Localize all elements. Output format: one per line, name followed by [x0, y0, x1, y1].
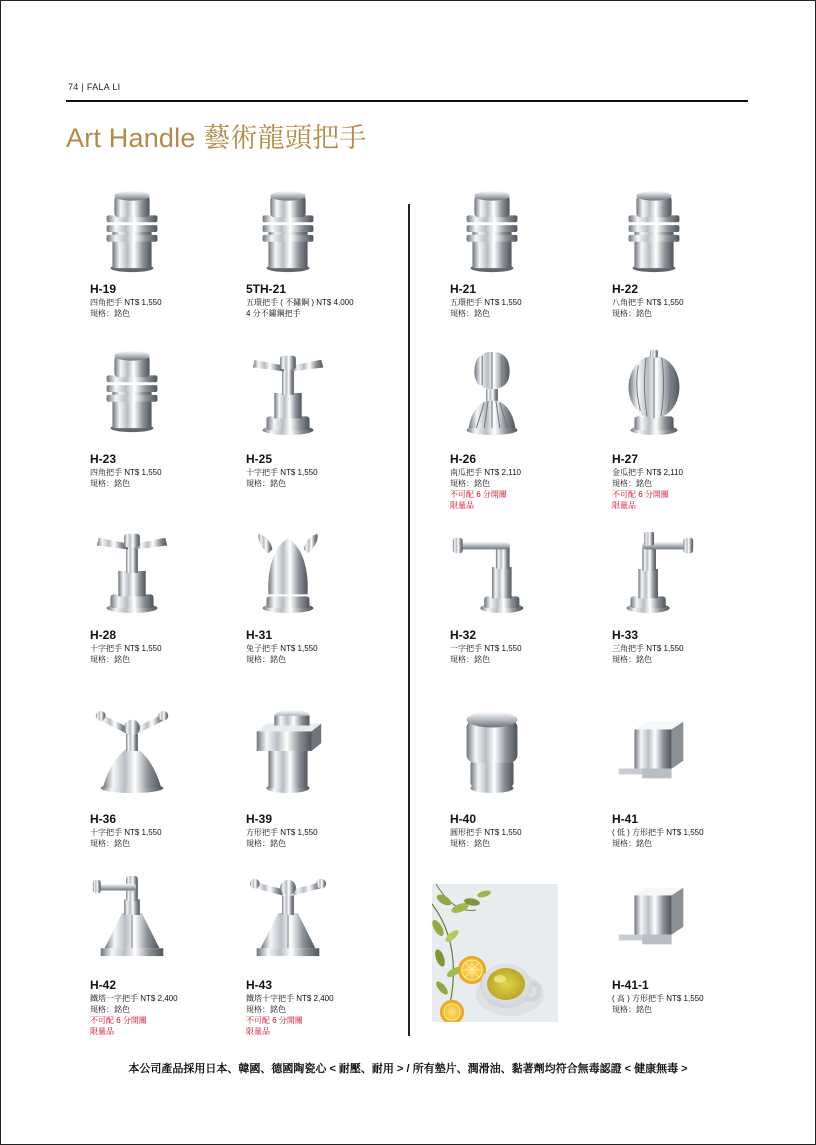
- product-code: H-22: [612, 282, 639, 296]
- product-name-price: 鐵塔一字把手 NT$ 2,400: [90, 994, 178, 1003]
- product-name-price: ( 低 ) 方形把手 NT$ 1,550: [612, 828, 704, 837]
- product-code: H-27: [612, 452, 639, 466]
- tee-handle-icon: [614, 524, 694, 614]
- product-spec: 規格：銘色: [612, 1005, 652, 1014]
- product-spec: 規格：銘色: [450, 839, 490, 848]
- product-warning: 不可配 6 分開關: [246, 1016, 303, 1025]
- lemon-tea-photo: [432, 884, 558, 1022]
- product-name-price: 兔子把手 NT$ 1,550: [246, 644, 318, 653]
- product-spec: 規格：銘色: [246, 655, 286, 664]
- product-code: H-39: [246, 812, 273, 826]
- product-code: H-21: [450, 282, 477, 296]
- product-code: H-25: [246, 452, 273, 466]
- product-spec: 規格：銘色: [90, 1005, 130, 1014]
- product-spec: 規格：銘色: [90, 309, 130, 318]
- product-code: H-41-1: [612, 978, 649, 992]
- product-name-price: 方形把手 NT$ 1,550: [246, 828, 318, 837]
- product-name-price: 十字把手 NT$ 1,550: [246, 468, 318, 477]
- product-code: H-40: [450, 812, 477, 826]
- product-spec: 規格：銘色: [612, 309, 652, 318]
- cross-bell-handle-icon: [92, 704, 172, 794]
- product-warning: 限量品: [612, 501, 636, 510]
- product-name-price: 三角把手 NT$ 1,550: [612, 644, 684, 653]
- tower-cross-handle-icon: [248, 870, 328, 960]
- product-warning: 限量品: [90, 1027, 114, 1036]
- product-name-price: 十字把手 NT$ 1,550: [90, 644, 162, 653]
- product-name-price: 四角把手 NT$ 1,550: [90, 298, 162, 307]
- product-name-price: 圓形把手 NT$ 1,550: [450, 828, 522, 837]
- product-spec: 4 分不鏽鋼把手: [246, 309, 301, 318]
- product-spec: 規格：銘色: [450, 309, 490, 318]
- product-warning: 不可配 6 分開關: [450, 490, 507, 499]
- round-handle-icon: [452, 704, 532, 794]
- footer-note: 本公司產品採用日本、韓國、德國陶瓷心 < 耐壓、耐用 > / 所有墊片、潤滑油、黏著劑均符合無毒認證 < 健康無毒 >: [128, 1063, 688, 1075]
- product-code: H-41: [612, 812, 639, 826]
- product-code: 5TH-21: [246, 282, 287, 296]
- product-spec: 規格：銘色: [246, 839, 286, 848]
- product-spec: 規格：銘色: [612, 655, 652, 664]
- product-code: H-33: [612, 628, 639, 642]
- product-name-price: 南瓜把手 NT$ 2,110: [450, 468, 521, 477]
- product-code: H-23: [90, 452, 117, 466]
- product-spec: 規格：銘色: [90, 655, 130, 664]
- faucet-handle-icon: [248, 186, 328, 276]
- faucet-handle-icon: [92, 346, 172, 436]
- product-name-price: 鐵塔十字把手 NT$ 2,400: [246, 994, 334, 1003]
- column-divider: [408, 204, 410, 1036]
- product-name-price: 一字把手 NT$ 1,550: [450, 644, 522, 653]
- product-code: H-32: [450, 628, 477, 642]
- page-title: Art Handle 藝術龍頭把手: [66, 123, 367, 153]
- product-spec: 規格：銘色: [450, 479, 490, 488]
- product-code: H-42: [90, 978, 117, 992]
- product-warning: 限量品: [246, 1027, 270, 1036]
- product-warning: 不可配 6 分開關: [90, 1016, 147, 1025]
- product-spec: 規格：銘色: [246, 479, 286, 488]
- product-warning: 不可配 6 分開關: [612, 490, 669, 499]
- melon-handle-icon: [614, 346, 694, 436]
- product-code: H-36: [90, 812, 117, 826]
- product-spec: 規格：銘色: [612, 839, 652, 848]
- header-rule: [66, 100, 748, 102]
- product-name-price: 五環把手 NT$ 1,550: [450, 298, 522, 307]
- product-warning: 限量品: [450, 501, 474, 510]
- product-code: H-28: [90, 628, 117, 642]
- faucet-handle-icon: [452, 186, 532, 276]
- product-code: H-19: [90, 282, 117, 296]
- cross-handle-icon: [92, 524, 172, 614]
- product-spec: 規格：銘色: [246, 1005, 286, 1014]
- product-code: H-26: [450, 452, 477, 466]
- product-spec: 規格：銘色: [90, 479, 130, 488]
- faucet-handle-icon: [614, 186, 694, 276]
- product-spec: 規格：銘色: [612, 479, 652, 488]
- product-name-price: 八角把手 NT$ 1,550: [612, 298, 684, 307]
- product-spec: 規格：銘色: [90, 839, 130, 848]
- product-name-price: 十字把手 NT$ 1,550: [90, 828, 162, 837]
- cube-handle-icon: [614, 704, 694, 794]
- product-name-price: 金瓜把手 NT$ 2,110: [612, 468, 683, 477]
- pumpkin-handle-icon: [452, 346, 532, 436]
- product-name-price: 五環把手 ( 不鏽鋼 ) NT$ 4,000: [246, 298, 354, 307]
- product-name-price: ( 高 ) 方形把手 NT$ 1,550: [612, 994, 704, 1003]
- tower-lever-handle-icon: [92, 870, 172, 960]
- product-name-price: 四角把手 NT$ 1,550: [90, 468, 162, 477]
- product-code: H-31: [246, 628, 273, 642]
- lever-handle-icon: [452, 524, 532, 614]
- cross-handle-icon: [248, 346, 328, 436]
- page-header-label: 74 | FALA LI: [68, 82, 121, 92]
- faucet-handle-icon: [92, 186, 172, 276]
- cube-handle-icon: [614, 870, 694, 960]
- product-code: H-43: [246, 978, 273, 992]
- square-handle-icon: [248, 704, 328, 794]
- product-spec: 規格：銘色: [450, 655, 490, 664]
- rabbit-handle-icon: [248, 524, 328, 614]
